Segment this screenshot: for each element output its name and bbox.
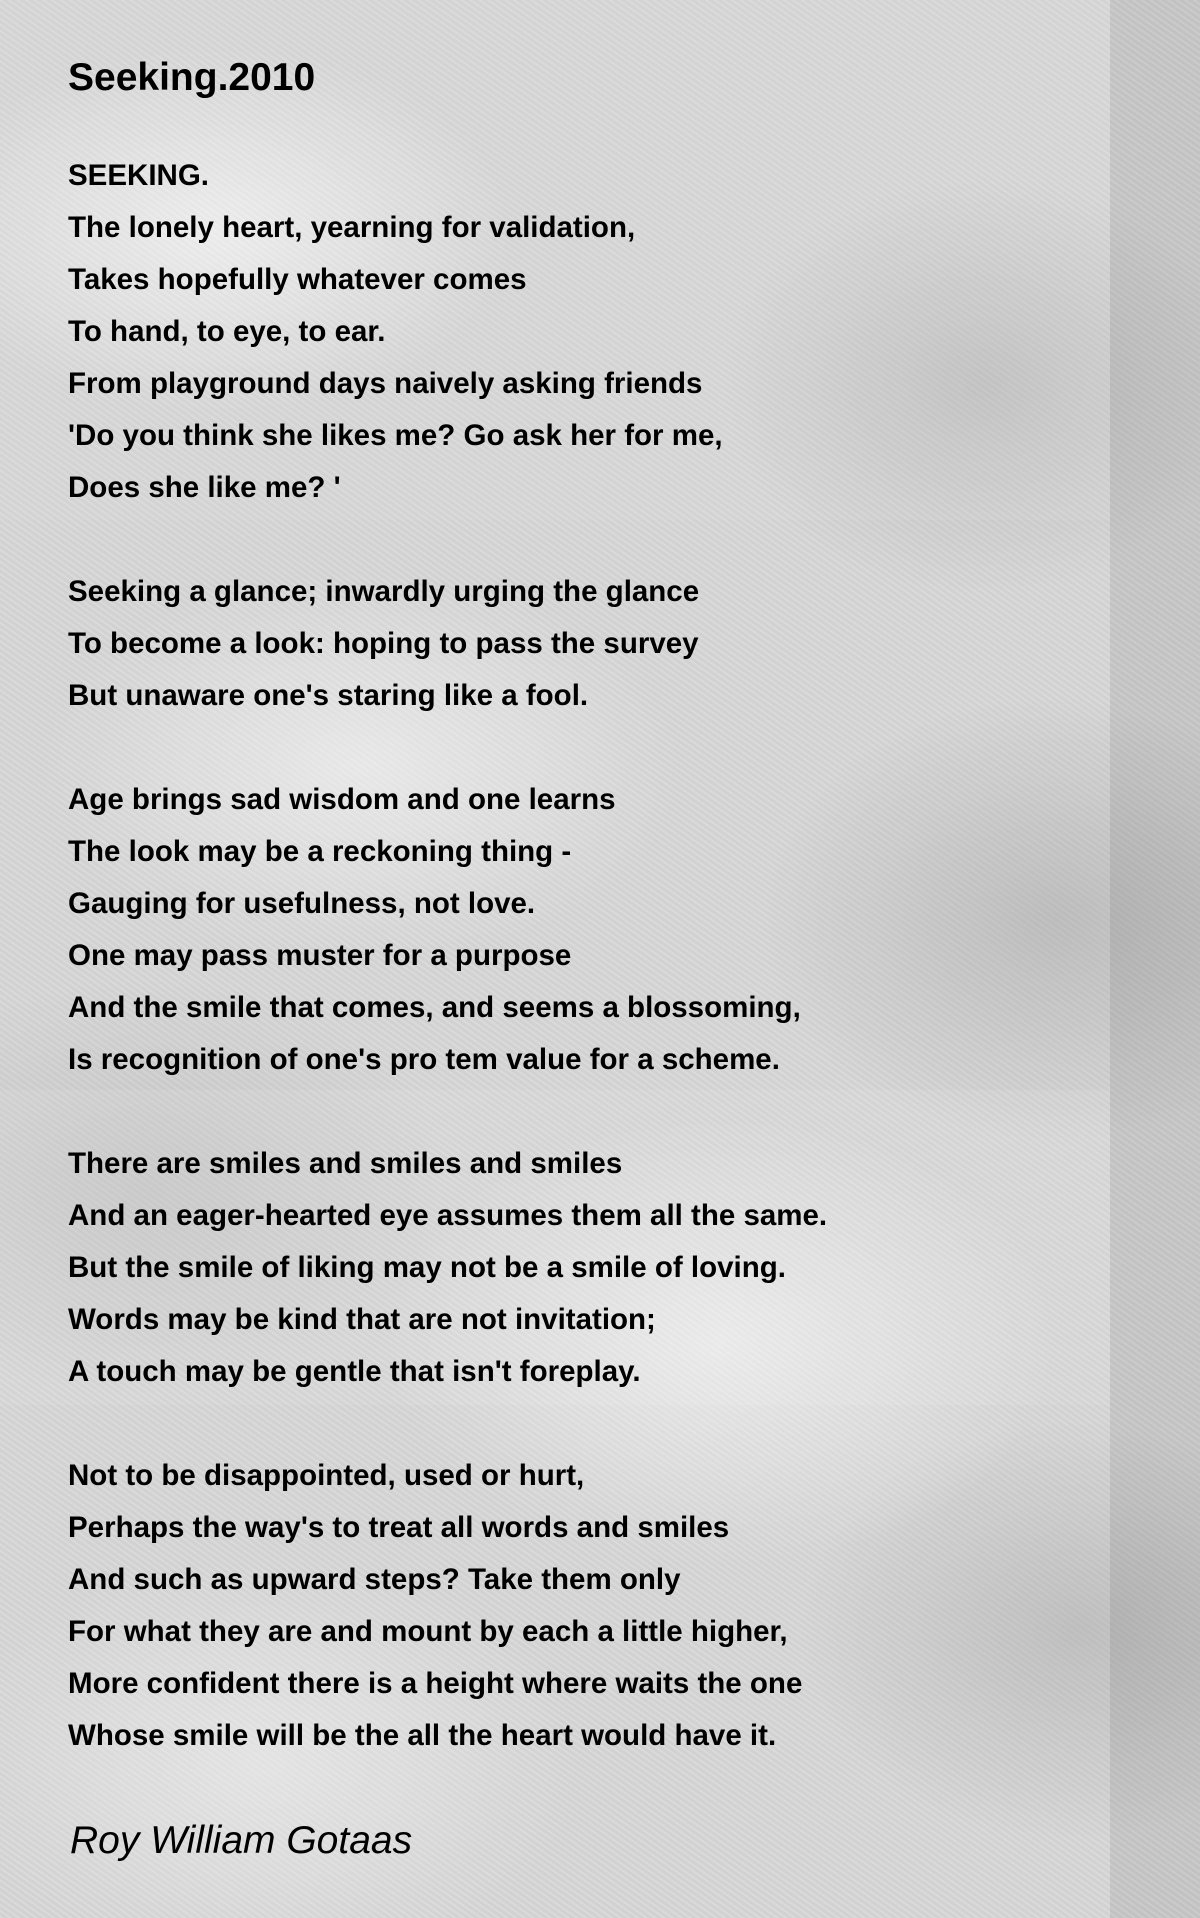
poem-line: Not to be disappointed, used or hurt, bbox=[68, 1459, 585, 1492]
poem-line: But the smile of liking may not be a smile of loving. bbox=[68, 1251, 786, 1284]
poem-line: Does she like me? ' bbox=[68, 471, 341, 504]
stanza-1 bbox=[68, 150, 1108, 514]
poem-line: There are smiles and smiles and smiles bbox=[68, 1147, 623, 1180]
poem-line: Is recognition of one's pro tem value for a scheme. bbox=[68, 1043, 780, 1076]
stanza-4 bbox=[68, 1138, 1108, 1398]
poem-author: Roy William Gotaas bbox=[70, 1819, 413, 1862]
poem-line: Seeking a glance; inwardly urging the glance bbox=[68, 575, 700, 608]
poem-line: From playground days naively asking friends bbox=[68, 367, 703, 400]
poem-line: Words may be kind that are not invitation; bbox=[68, 1303, 656, 1336]
poem-line: And such as upward steps? Take them only bbox=[68, 1563, 681, 1596]
poem-line: Whose smile will be the all the heart would have it. bbox=[68, 1719, 777, 1752]
poem-line: SEEKING. bbox=[68, 159, 209, 192]
poem-line: More confident there is a height where waits the one bbox=[68, 1667, 803, 1700]
poem-line: To hand, to eye, to ear. bbox=[68, 315, 386, 348]
background-edge bbox=[1110, 0, 1200, 1918]
poem-line: Gauging for usefulness, not love. bbox=[68, 887, 536, 920]
poem-line: Takes hopefully whatever comes bbox=[68, 263, 527, 296]
poem-line: One may pass muster for a purpose bbox=[68, 939, 572, 972]
poem-body bbox=[68, 150, 1108, 1814]
stanza-5 bbox=[68, 1450, 1108, 1762]
stanza-2 bbox=[68, 566, 1108, 722]
poem-line: Age brings sad wisdom and one learns bbox=[68, 783, 616, 816]
poem-line: To become a look: hoping to pass the survey bbox=[68, 627, 699, 660]
poem-line: But unaware one's staring like a fool. bbox=[68, 679, 589, 712]
poem-line: The look may be a reckoning thing - bbox=[68, 835, 572, 868]
poem-line: 'Do you think she likes me? Go ask her for me, bbox=[68, 419, 723, 452]
poem-line: For what they are and mount by each a little higher, bbox=[68, 1615, 788, 1648]
poem-line: And an eager-hearted eye assumes them all the same. bbox=[68, 1199, 828, 1232]
poem-line: And the smile that comes, and seems a blossoming, bbox=[68, 991, 801, 1024]
poem-title: Seeking.2010 bbox=[68, 56, 316, 99]
stanza-3 bbox=[68, 774, 1108, 1086]
poem-line: The lonely heart, yearning for validation, bbox=[68, 211, 636, 244]
poem-line: A touch may be gentle that isn't foreplay. bbox=[68, 1355, 641, 1388]
poem-line: Perhaps the way's to treat all words and smiles bbox=[68, 1511, 730, 1544]
